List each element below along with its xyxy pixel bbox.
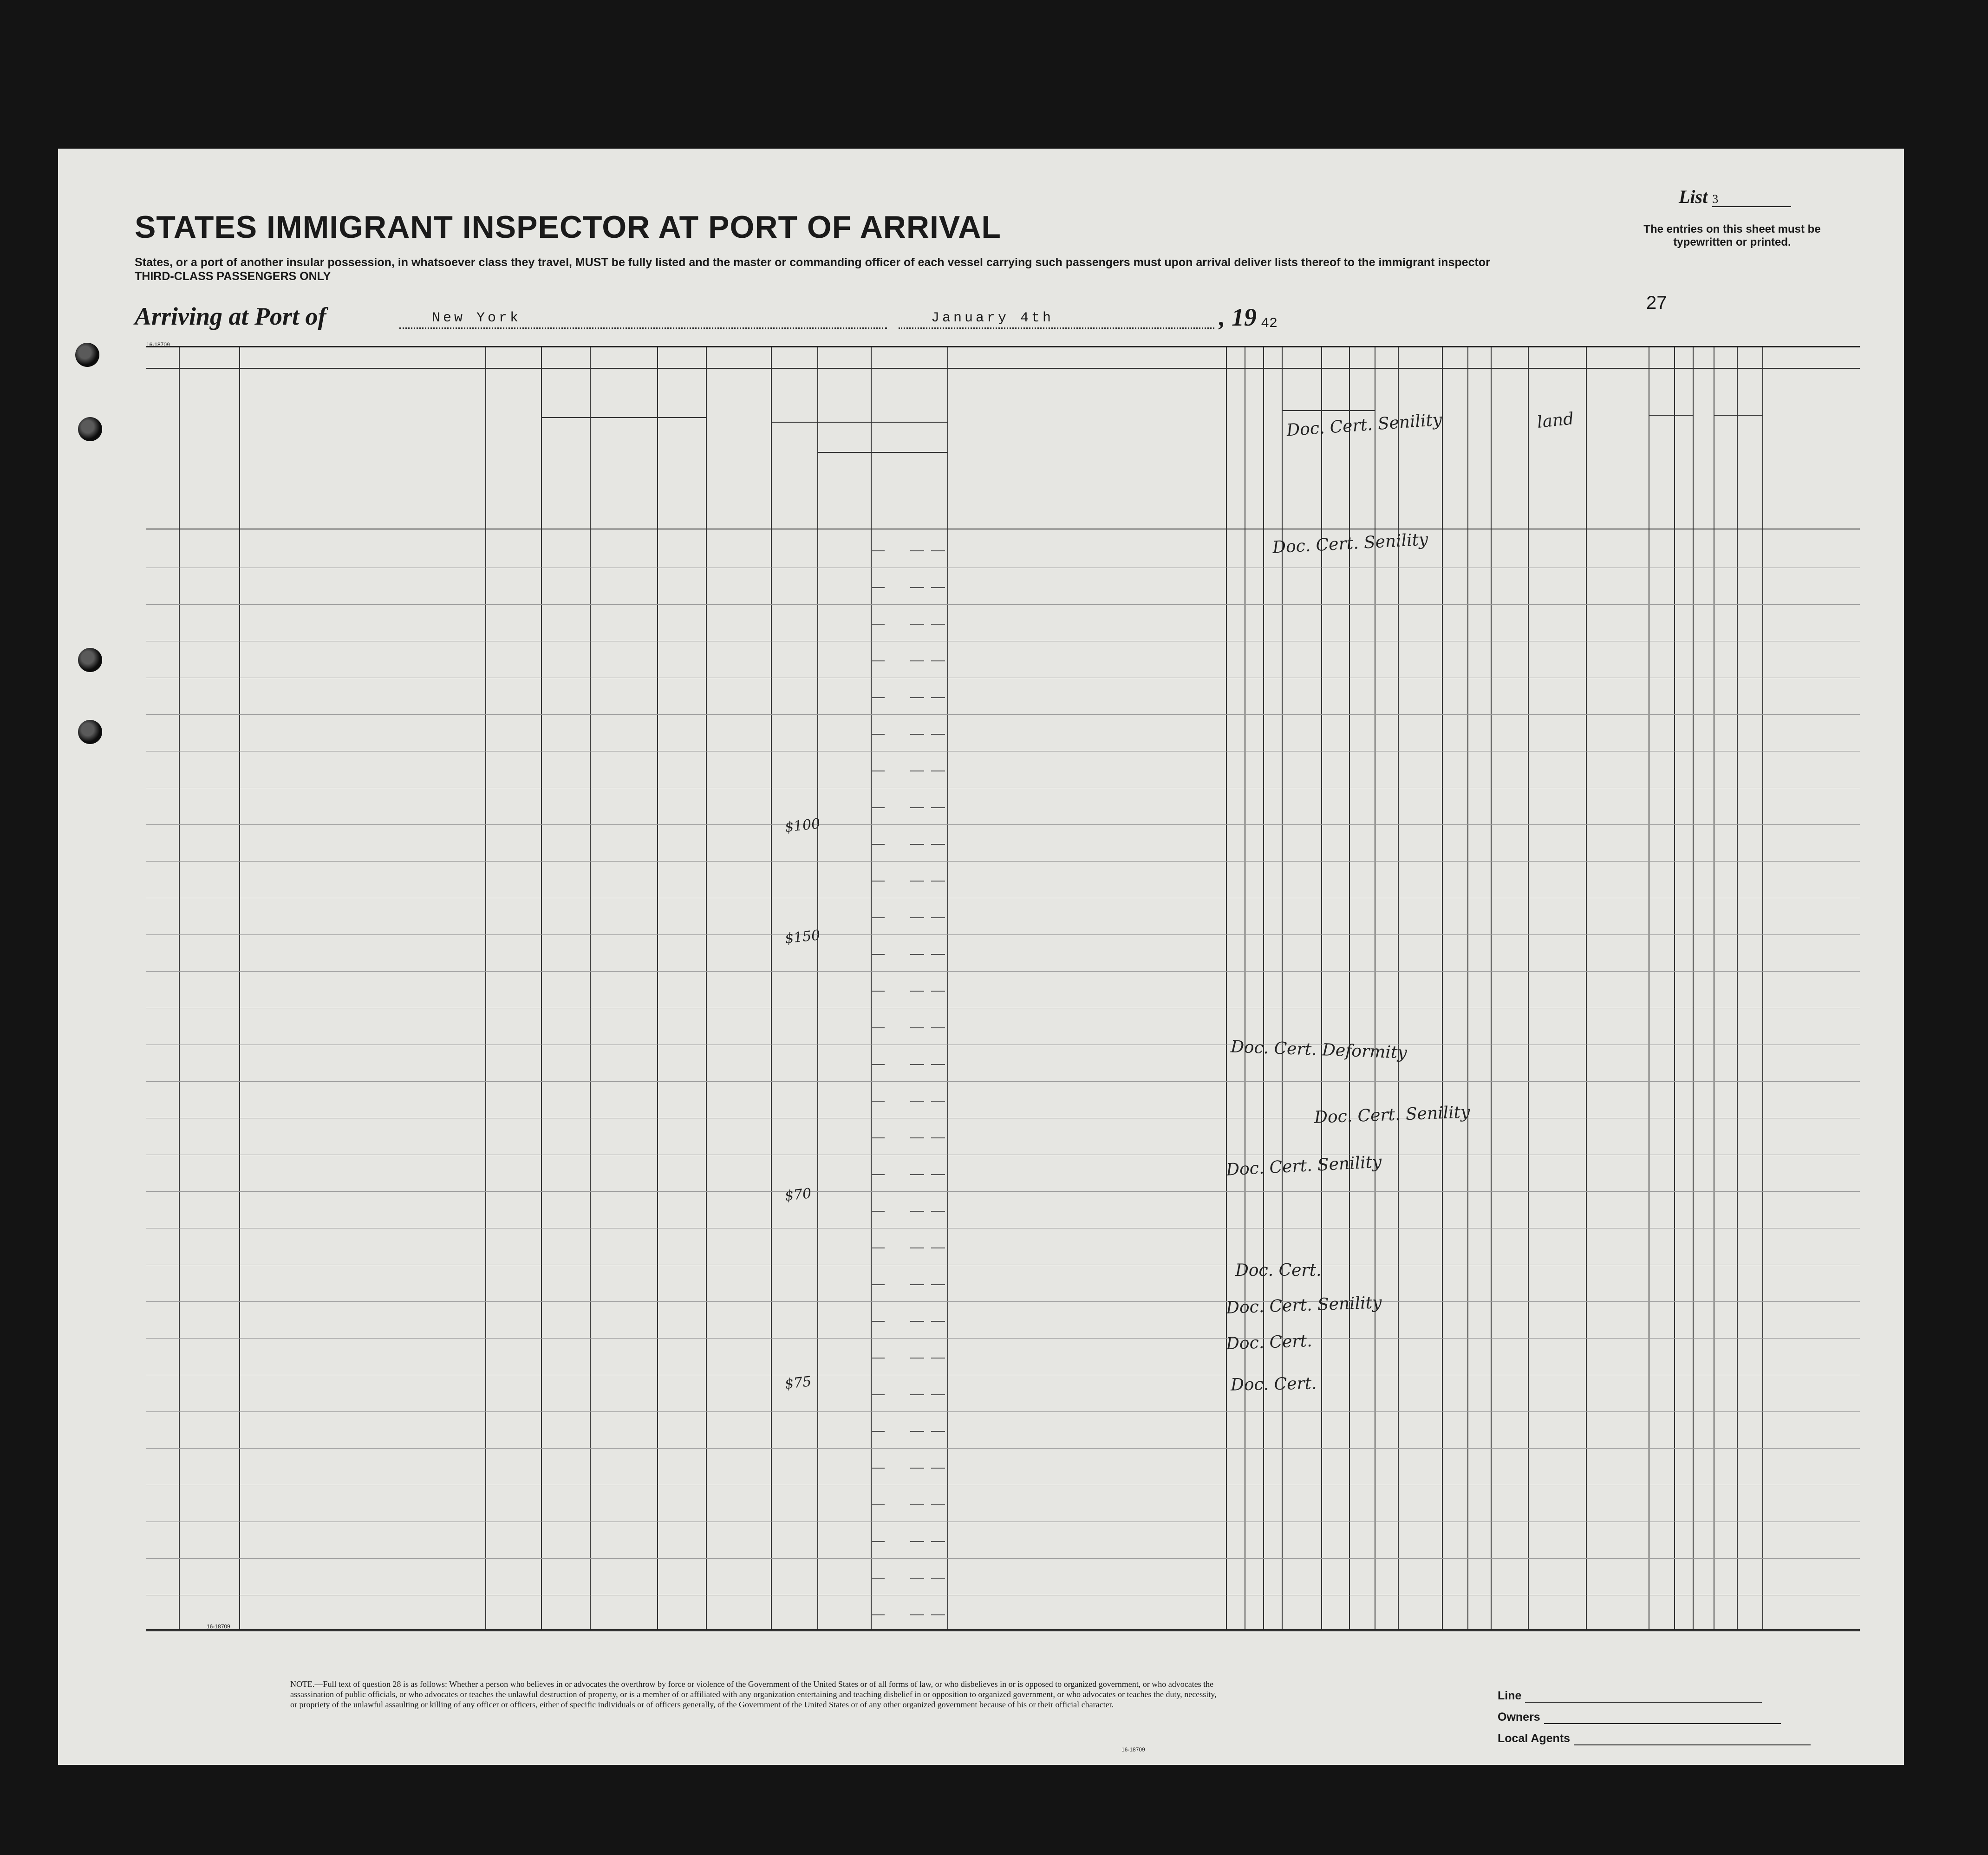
binder-hole	[78, 648, 102, 672]
form-number-grid: 16-18709	[207, 1623, 230, 1630]
empty-dash	[931, 1468, 945, 1469]
column-divider	[1693, 347, 1694, 1629]
empty-dash	[931, 1284, 945, 1285]
empty-dash	[871, 1284, 885, 1285]
empty-dash	[910, 550, 924, 551]
empty-dash	[931, 1027, 945, 1028]
column-header-vertical	[1492, 392, 1526, 527]
row-line	[146, 934, 1860, 935]
empty-dash	[871, 991, 885, 992]
owners-signature-line	[1544, 1723, 1781, 1724]
header-subdivider	[817, 452, 947, 453]
empty-dash	[910, 881, 924, 882]
column-divider	[871, 347, 872, 1629]
empty-dash	[931, 1174, 945, 1175]
empty-dash	[871, 1027, 885, 1028]
empty-dash	[910, 1321, 924, 1322]
column-divider	[817, 347, 818, 1629]
empty-dash	[871, 917, 885, 918]
empty-dash	[871, 1614, 885, 1615]
signature-block	[1498, 1681, 1811, 1745]
empty-dash	[871, 844, 885, 845]
form-number-bottom: 16-18709	[1121, 1746, 1145, 1753]
handwritten-annotation: Doc. Cert.	[1225, 1331, 1313, 1354]
column-divider	[1442, 347, 1443, 1629]
empty-dash	[910, 697, 924, 698]
empty-dash	[910, 1174, 924, 1175]
handwritten-annotation: $70	[784, 1185, 812, 1204]
row-line	[146, 1558, 1860, 1559]
column-header-vertical	[1246, 392, 1262, 527]
empty-dash	[871, 1101, 885, 1102]
page-title: STATES IMMIGRANT INSPECTOR AT PORT OF ARRIVAL	[135, 209, 1001, 245]
empty-dash	[931, 587, 945, 588]
row-line	[146, 971, 1860, 972]
empty-dash	[871, 1578, 885, 1579]
empty-dash	[931, 1394, 945, 1395]
empty-dash	[910, 1504, 924, 1505]
empty-dash	[910, 991, 924, 992]
handwritten-annotation: $100	[784, 816, 821, 836]
column-divider	[239, 347, 240, 1629]
binder-hole	[75, 343, 99, 367]
footer-note: NOTE.—Full text of question 28 is as follows: Whether a person who believes in or advocates the overthrow by force or violence of the Government of the United States or of all forms of law, or who disbelieves in or is opposed to organized government, or who advocates the assassination of public officials, or who advocates or teaches the unlawful destruction of property, or is a member of or affiliated with any organization entertaining and teaching disbelief in or opposition to organized government, or who advocates or teaches the duty, necessity, or propriety of the unlawful assaulting or killing of any officer or officers, either of specific individuals or of officers generally, of the Government of the United States or of any other organized government because of his or their official character.	[290, 1679, 1217, 1709]
empty-dash	[931, 954, 945, 955]
empty-dash	[871, 697, 885, 698]
column-header-vertical	[1264, 392, 1280, 527]
empty-dash	[931, 1358, 945, 1359]
manifest-table	[146, 346, 1860, 1631]
empty-dash	[931, 917, 945, 918]
column-header-vertical	[1323, 392, 1348, 527]
empty-dash	[910, 660, 924, 661]
empty-dash	[910, 1211, 924, 1212]
column-divider	[179, 347, 180, 1629]
column-divider	[1226, 347, 1227, 1629]
empty-dash	[931, 1504, 945, 1505]
column-divider	[1528, 347, 1529, 1629]
empty-dash	[931, 1541, 945, 1542]
empty-dash	[910, 1358, 924, 1359]
empty-dash	[871, 1211, 885, 1212]
empty-dash	[910, 587, 924, 588]
handwritten-annotation: Doc. Cert. Senility	[1225, 1152, 1382, 1180]
row-line	[146, 1191, 1860, 1192]
owners-label: Owners	[1498, 1711, 1540, 1724]
empty-dash	[931, 1211, 945, 1212]
row-line	[146, 824, 1860, 825]
column-divider	[485, 347, 486, 1629]
handwritten-annotation: Doc. Cert. Senility	[1314, 1103, 1471, 1127]
empty-dash	[931, 881, 945, 882]
column-header-vertical	[658, 392, 704, 527]
empty-dash	[871, 1358, 885, 1359]
class-line: THIRD-CLASS PASSENGERS ONLY	[135, 270, 331, 283]
empty-dash	[871, 881, 885, 882]
handwritten-annotation: $75	[784, 1373, 812, 1392]
column-divider	[1263, 347, 1264, 1629]
empty-dash	[910, 1431, 924, 1432]
empty-dash	[910, 1541, 924, 1542]
date-field: January 4th	[899, 310, 1214, 329]
empty-dash	[931, 1578, 945, 1579]
column-header-vertical	[1446, 392, 1466, 527]
row-line	[146, 861, 1860, 862]
empty-dash	[871, 1504, 885, 1505]
empty-dash	[931, 550, 945, 551]
column-header-vertical	[772, 392, 816, 527]
column-divider	[947, 347, 948, 1629]
column-divider	[541, 347, 542, 1629]
handwritten-annotation: $150	[784, 927, 821, 947]
row-line	[146, 1411, 1860, 1412]
empty-dash	[871, 1137, 885, 1138]
empty-dash	[910, 1101, 924, 1102]
row-line	[146, 714, 1860, 715]
empty-dash	[910, 807, 924, 808]
empty-dash	[910, 1468, 924, 1469]
column-header-vertical	[1227, 392, 1243, 527]
empty-dash	[910, 1064, 924, 1065]
row-line	[146, 604, 1860, 605]
list-label-text: List	[1679, 186, 1708, 207]
arriving-label: Arriving at Port of	[135, 302, 326, 330]
handwritten-annotation: land	[1536, 409, 1575, 432]
empty-dash	[871, 1321, 885, 1322]
header-subdivider	[1714, 415, 1762, 416]
form-number-top: 16-18709	[146, 341, 170, 348]
column-divider	[1674, 347, 1675, 1629]
list-label	[1679, 186, 1791, 208]
line-signature-line	[1525, 1702, 1762, 1703]
header-divider	[146, 368, 1860, 369]
column-divider	[1762, 347, 1763, 1629]
agents-signature-line	[1574, 1744, 1811, 1745]
empty-dash	[931, 991, 945, 992]
column-divider	[590, 347, 591, 1629]
page-number: 27	[1646, 293, 1667, 313]
empty-dash	[910, 1614, 924, 1615]
column-header-vertical	[1283, 392, 1320, 527]
empty-dash	[871, 1541, 885, 1542]
empty-dash	[931, 1614, 945, 1615]
empty-dash	[871, 1394, 885, 1395]
row-line	[146, 1448, 1860, 1449]
handwritten-annotation: Doc. Cert. Senility	[1285, 410, 1443, 440]
column-header-vertical	[1350, 392, 1373, 527]
column-divider	[1586, 347, 1587, 1629]
row-line	[146, 1081, 1860, 1082]
binder-hole	[78, 417, 102, 441]
empty-dash	[931, 1101, 945, 1102]
empty-dash	[871, 1064, 885, 1065]
empty-dash	[910, 1137, 924, 1138]
empty-dash	[871, 807, 885, 808]
empty-dash	[931, 697, 945, 698]
line-label: Line	[1498, 1689, 1522, 1702]
empty-dash	[910, 1284, 924, 1285]
handwritten-annotation: Doc. Cert. Senility	[1272, 530, 1429, 557]
empty-dash	[871, 624, 885, 625]
column-divider	[706, 347, 707, 1629]
empty-dash	[931, 1431, 945, 1432]
empty-dash	[910, 917, 924, 918]
handwritten-annotation: Doc. Cert.	[1230, 1374, 1317, 1395]
instructions	[135, 255, 1551, 283]
empty-dash	[871, 1468, 885, 1469]
empty-dash	[871, 1431, 885, 1432]
empty-dash	[871, 734, 885, 735]
year-suffix: 42	[1261, 316, 1278, 332]
empty-dash	[931, 660, 945, 661]
year-prefix: , 19	[1219, 303, 1257, 331]
empty-dash	[910, 1027, 924, 1028]
empty-dash	[931, 807, 945, 808]
column-divider	[1467, 347, 1468, 1629]
binder-hole	[78, 720, 102, 744]
row-line	[146, 1301, 1860, 1302]
port-field: New York	[399, 310, 887, 329]
empty-dash	[871, 954, 885, 955]
empty-dash	[910, 1394, 924, 1395]
empty-dash	[871, 587, 885, 588]
agents-label: Local Agents	[1498, 1732, 1571, 1745]
handwritten-annotation: Doc. Cert. Senility	[1225, 1293, 1382, 1318]
empty-dash	[910, 954, 924, 955]
empty-dash	[871, 550, 885, 551]
list-number: 3	[1712, 192, 1791, 207]
column-divider	[657, 347, 658, 1629]
manifest-sheet	[58, 149, 1904, 1765]
empty-dash	[910, 1578, 924, 1579]
entries-note: The entries on this sheet must be typewritten or printed.	[1643, 223, 1821, 248]
handwritten-annotation: Doc. Cert.	[1235, 1261, 1322, 1280]
column-divider	[771, 347, 772, 1629]
empty-dash	[931, 844, 945, 845]
empty-dash	[910, 844, 924, 845]
empty-dash	[931, 624, 945, 625]
column-header-vertical	[1469, 392, 1489, 527]
column-divider	[1491, 347, 1492, 1629]
empty-dash	[931, 1137, 945, 1138]
empty-dash	[871, 660, 885, 661]
handwritten-annotation: Doc. Cert. Deformity	[1230, 1037, 1408, 1063]
empty-dash	[931, 1321, 945, 1322]
instructions-text: States, or a port of another insular possession, in whatsoever class they travel, MUST be fully listed and the master or commanding officer of each vessel carrying such passengers must upon arrival deliver lists thereof to the immigrant inspector	[135, 256, 1490, 269]
empty-dash	[931, 734, 945, 735]
row-line	[146, 1338, 1860, 1339]
empty-dash	[910, 734, 924, 735]
empty-dash	[910, 624, 924, 625]
empty-dash	[871, 1174, 885, 1175]
column-divider	[1737, 347, 1738, 1629]
header-subdivider	[1649, 415, 1693, 416]
empty-dash	[931, 1064, 945, 1065]
